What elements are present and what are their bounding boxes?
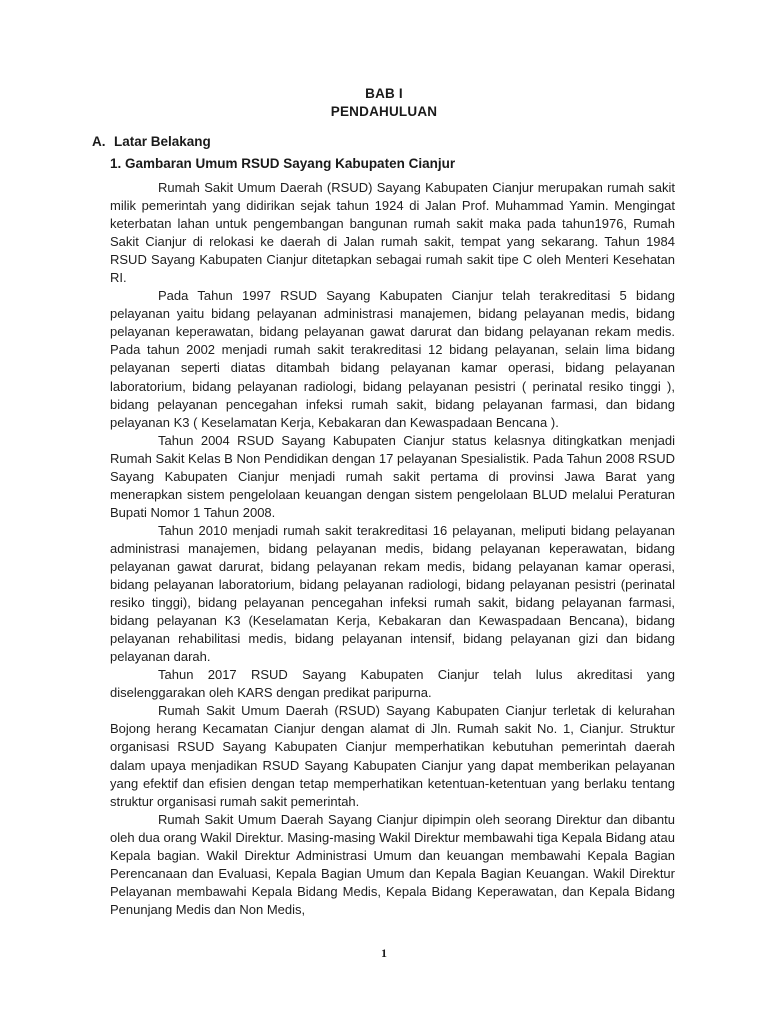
paragraph: Rumah Sakit Umum Daerah (RSUD) Sayang Kabupaten Cianjur terletak di kelurahan Bojong herang Kecamatan Cianjur dengan alamat di Jln. Rumah sakit No. 1, Cianjur. Struktur organisasi RSUD Sayang Kabupaten Cianjur memperhatikan kebutuhan pemerintah daerah dalam upaya menjadikan RSUD Sayang Kabupaten Cianjur yang dapat memberikan pelayanan yang efektif dan efisien dengan tetap memperhatikan ketentuan-ketentuan yang berlaku tentang struktur organisasi rumah sakit pemerintah. [110,703,675,809]
page-number: 1 [381,946,387,960]
section-title: Latar Belakang [114,134,211,149]
paragraph: Rumah Sakit Umum Daerah (RSUD) Sayang Kabupaten Cianjur merupakan rumah sakit milik pemerintah yang didirikan sejak tahun 1924 di Jalan Prof. Muhammad Yamin. Mengingat keterbatan lahan untuk pengembangan bangunan rumah sakit maka pada tahun1976, Rumah Sakit Cianjur di relokasi ke daerah di Jalan rumah sakit, tempat yang sekarang. Tahun 1984 RSUD Sayang Kabupaten Cianjur ditetapkan sebagai rumah sakit tipe C oleh Menteri Kesehatan RI. [110,180,675,286]
body-text [110,179,675,919]
paragraph: Tahun 2010 menjadi rumah sakit terakreditasi 16 pelayanan, meliputi bidang pelayanan administrasi manajemen, bidang pelayanan medis, bidang pelayanan keperawatan, bidang pelayanan gawat darurat, bidang pelayanan rekam medis, bidang pelayanan kamar operasi, bidang pelayanan laboratorium, bidang pelayanan radiologi, bidang pelayanan pesistri (perinatal resiko tinggi), bidang pelayanan pencegahan infeksi rumah sakit, bidang pelayanan farmasi, bidang pelayanan K3 (Keselamatan Kerja, Kebakaran dan Kewaspadaan Bencana), bidang pelayanan rehabilitasi medis, bidang pelayanan intensif, bidang pelayanan gizi dan bidang pelayanan darah. [110,522,675,665]
section-heading [92,133,211,151]
chapter-title: PENDAHULUAN [330,104,438,119]
paragraph: Tahun 2017 RSUD Sayang Kabupaten Cianjur telah lulus akreditasi yang diselenggarakan oleh KARS dengan predikat paripurna. [110,667,675,701]
section-number: A. [92,134,106,149]
paragraph: Rumah Sakit Umum Daerah Sayang Cianjur dipimpin oleh seorang Direktur dan dibantu oleh dua orang Wakil Direktur. Masing-masing Wakil Direktur membawahi tiga Kepala Bidang atau Kepala bagian. Wakil Direktur Administrasi Umum dan keuangan membawahi Kepala Bagian Perencanaan dan Evaluasi, Kepala Bagian Umum dan Kepala Bagian Keuangan. Wakil Direktur Pelayanan membawahi Kepala Bidang Medis, Kepala Bidang Keperawatan, dan Kepala Bidang Penunjang Medis dan Non Medis, [110,811,675,917]
paragraph: Pada Tahun 1997 RSUD Sayang Kabupaten Cianjur telah terakreditasi 5 bidang pelayanan yaitu bidang pelayanan administrasi manajemen, bidang pelayanan medis, bidang pelayanan keperawatan, bidang pelayanan gawat darurat dan bidang pelayanan rekam medis. Pada tahun 2002 menjadi rumah sakit terakreditasi 12 bidang pelayanan, selain lima bidang pelayanan seperti diatas ditambah bidang pelayanan kamar operasi, bidang pelayanan laboratorium, bidang pelayanan radiologi, bidang pelayanan pesistri ( perinatal resiko tinggi ), bidang pelayanan pencegahan infeksi rumah sakit, bidang pelayanan farmasi, dan bidang pelayanan K3 ( Keselamatan Kerja, Kebakaran dan Kewaspadaan Bencana ). [110,288,675,430]
chapter-label: BAB I [365,86,403,101]
chapter-heading [0,85,768,121]
subsection-heading: 1. Gambaran Umum RSUD Sayang Kabupaten Cianjur [110,156,456,171]
paragraph: Tahun 2004 RSUD Sayang Kabupaten Cianjur status kelasnya ditingkatkan menjadi Rumah Sakit Kelas B Non Pendidikan dengan 17 pelayanan Spesialistik. Pada Tahun 2008 RSUD Sayang Kabupaten Cianjur menjadi rumah sakit pertama di provinsi Jawa Barat yang menerapkan sistem pengelolaan keuangan dengan sistem pengelolaan BLUD melalui Peraturan Bupati Nomor 1 Tahun 2008. [110,432,675,520]
